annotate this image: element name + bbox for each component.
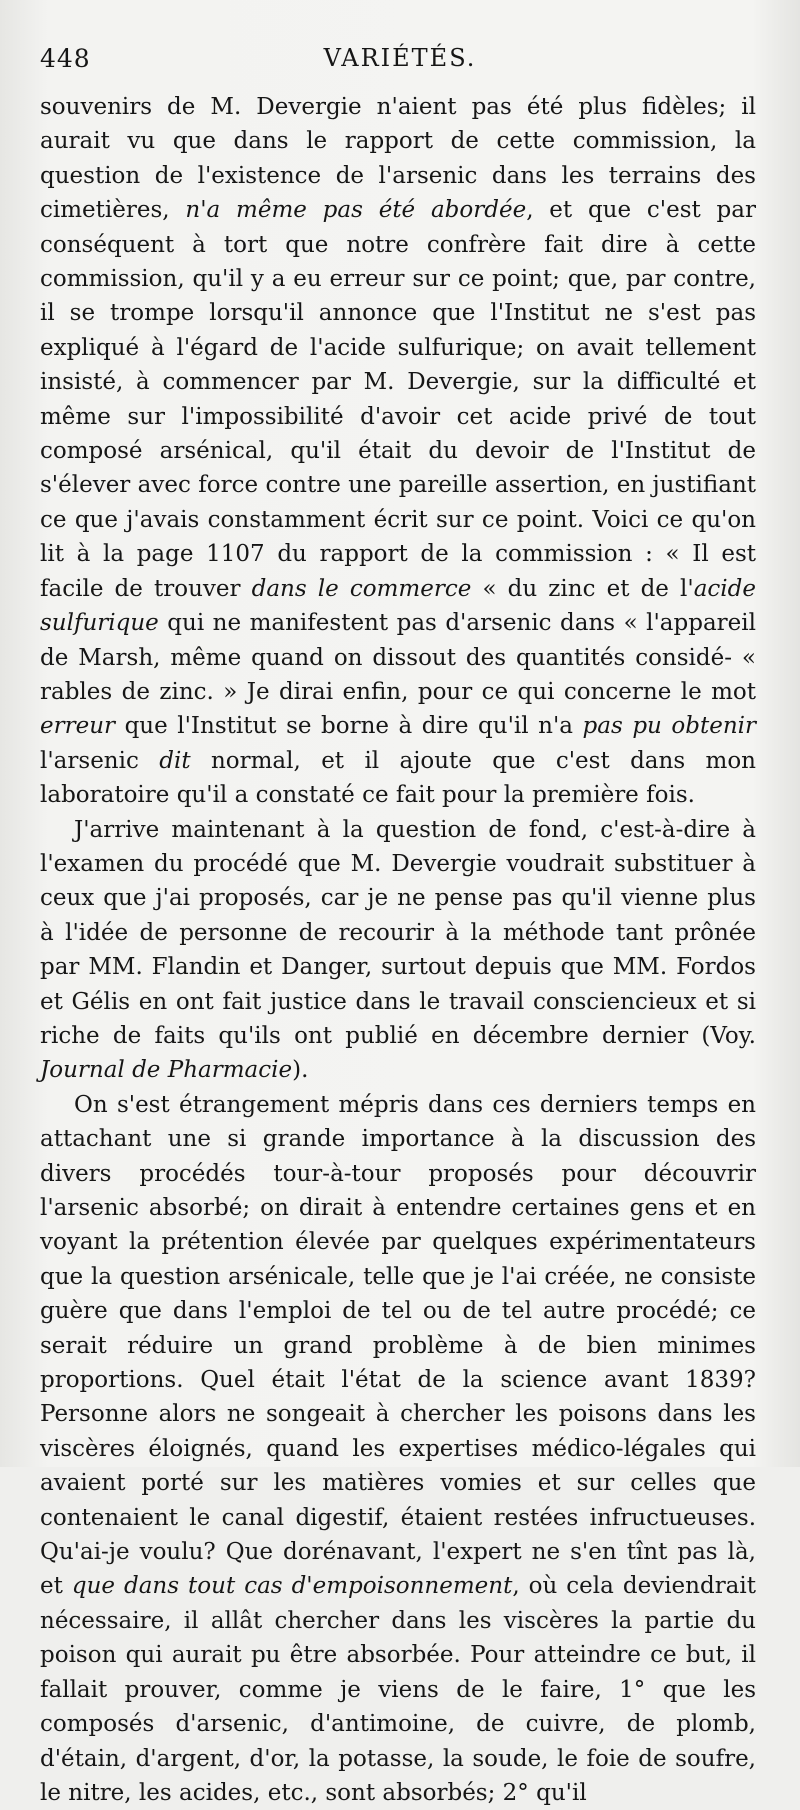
body-text (40, 90, 756, 1810)
text-run: que l'Institut se borne à dire qu'il n'a (115, 713, 583, 740)
text-run: J'arrive maintenant à la question de fond, c'est-à-dire à l'examen du procédé que M. Devergie voudrait substituer à ceux que j'ai proposés, car je ne pense pas qu'il vienne plus à l'idée de personne de recourir à la méthode tant prônée par MM. Flandin et Danger, surtout depuis que MM. Fordos et Gélis en ont fait justice dans le travail consciencieux et si riche de faits qu'ils ont publié en décembre dernier (Voy. (40, 816, 756, 1049)
italic-run: pas pu obtenir (582, 713, 756, 740)
italic-run: Journal de Pharmacie (40, 1057, 293, 1084)
paragraph-2 (40, 813, 756, 1088)
text-run: qui ne manifestent pas d'arsenic dans « l'appareil de Marsh, même quand on dissout des quantités considé- « rables de zinc. » Je dirai enfin, pour ce qui concerne le mot (40, 610, 756, 705)
text-run: « du zinc et de l' (471, 575, 694, 602)
text-run: l'arsenic (40, 747, 160, 774)
italic-run: que dans tout cas d'empoisonnement (71, 1573, 513, 1600)
text-run: , et que c'est par conséquent à tort que notre confrère fait dire à cette commission, qu'il y a eu erreur sur ce point; que, par contre, il se trompe lorsqu'il annonce que l'Institut ne s'est pas expliqué à l'égard de l'acide sulfurique; on avait tellement insisté, à commencer par M. Devergie, sur la difficulté et même sur l'impossibilité d'avoir cet acide privé de tout composé arsénical, qu'il était du devoir de l'Institut de s'élever avec force contre une pareille assertion, en justifiant ce que j'avais constamment écrit sur ce point. Voici ce qu'on lit à la page 1107 du rapport de la commission : « Il est facile de trouver (40, 197, 756, 602)
page-header (40, 44, 760, 80)
italic-run: erreur (40, 713, 116, 740)
italic-run: dit (159, 747, 191, 774)
text-run: souvenirs de M. Devergie n'aient pas été plus fidèles; il aurait vu que dans le rapport de cette commission, la question de l'existence de l'arsenic dans les terrains des cimetières, (40, 94, 756, 224)
running-title: VARIÉTÉS. (323, 44, 477, 72)
text-run: On s'est étrangement mépris dans ces derniers temps en attachant une si grande importance à la discussion des divers procédés tour-à-tour proposés pour découvrir l'arsenic absorbé; on dirait à entendre certaines gens et en voyant la prétention élevée par quelques expérimentateurs que la question arsénicale, telle que je l'ai créée, ne consiste guère que dans l'emploi de tel ou de tel autre procédé; ce serait réduire un grand problème à de bien minimes proportions. Quel était l'état de la science avant 1839? Personne alors ne songeait à chercher les poisons dans les viscères éloignés, quand les expertises médico-légales qui avaient porté sur les matières vomies et sur celles que contenaient le canal digestif, étaient restées infructueuses. Qu'ai-je voulu? Que dorénavant, l'expert ne s'en tînt pas là, et (40, 1091, 756, 1600)
text-run: normal, et il ajoute que c'est dans mon laboratoire qu'il a constaté ce fait pour la première fois. (40, 747, 756, 809)
paragraph-3 (40, 1088, 756, 1810)
text-run: ). (292, 1057, 309, 1084)
italic-run: n'a même pas été abordée (185, 197, 527, 224)
page-number: 448 (40, 44, 91, 73)
paragraph-1 (40, 90, 756, 813)
italic-run: dans le commerce (251, 575, 472, 602)
italic-run: acide sulfurique (40, 575, 756, 637)
text-run: , où cela deviendrait nécessaire, il allât chercher dans les viscères la partie du poison qui aurait pu être absorbée. Pour atteindre ce but, il fallait prouver, comme je viens de le faire, 1° que les composés d'arsenic, d'antimoine, de cuivre, de plomb, d'étain, d'argent, d'or, la potasse, la soude, le foie de soufre, le nitre, les acides, etc., sont absorbés; 2° qu'il (40, 1573, 756, 1806)
